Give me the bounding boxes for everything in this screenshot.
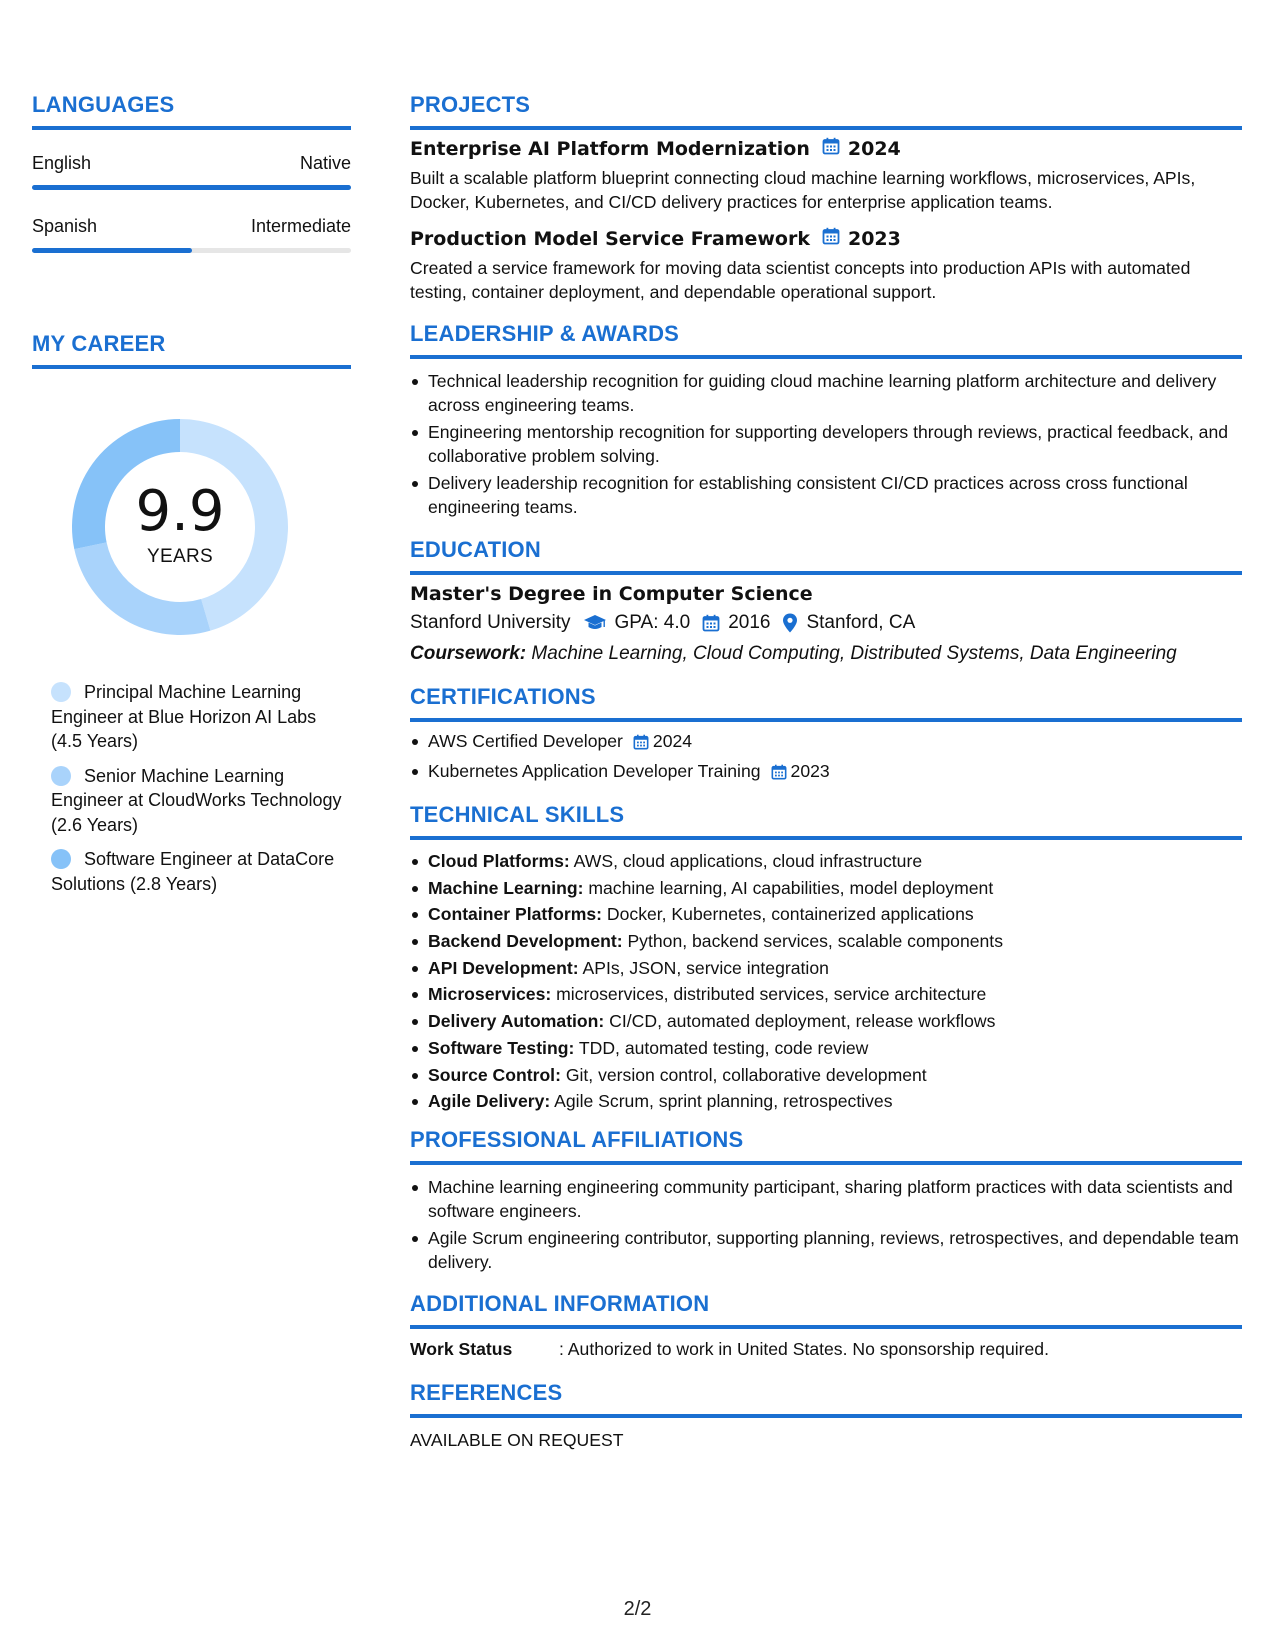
language-bar [32,248,351,253]
skill-item [410,1009,1242,1033]
project-title [410,137,1242,160]
section-rule [410,836,1242,840]
skill-item [410,849,1242,873]
skills-list [410,849,1242,1113]
section-rule [410,1325,1242,1329]
skill-category: Delivery Automation: [428,1011,605,1032]
legend-dot [51,766,71,786]
list-item: Machine learning engineering community participant, sharing platform practices with data scientists and software engineers. [410,1175,1242,1223]
career-role: Software Engineer at DataCore Solutions (2.8 Years) [51,849,335,894]
career-total-years: 9.9 [135,479,225,544]
skill-category: Machine Learning: [428,877,584,898]
skill-values: Agile Scrum, sprint planning, retrospectives [550,1091,893,1112]
language-level: Intermediate [250,216,351,236]
skill-item [410,1036,1242,1060]
skill-category: Microservices: [428,984,552,1005]
language-bar [32,185,351,190]
skill-values: Git, version control, collaborative development [560,1064,927,1085]
career-role: Senior Machine Learning Engineer at CloudWorks Technology (2.6 Years) [51,765,342,835]
certification-name: Kubernetes Application Developer Training [428,761,761,781]
language-name: English [32,153,92,173]
skill-values: APIs, JSON, service integration [578,957,829,978]
left-column [32,92,351,906]
language-name: Spanish [32,216,98,236]
career-item [51,680,351,754]
section-title: EDUCATION [410,537,541,562]
career-list [32,680,351,896]
legend-dot [51,849,71,869]
skill-values: microservices, distributed services, service architecture [551,984,987,1005]
school-name: Stanford University [410,612,571,633]
list-item: Agile Scrum engineering contributor, supporting planning, reviews, retrospectives, and dependable team delivery. [410,1226,1242,1274]
calendar-icon [771,762,787,786]
graduation-year: 2016 [728,612,771,633]
skill-category: API Development: [428,957,579,978]
calendar-icon [633,732,649,756]
additional-row [410,1339,1242,1360]
calendar-icon [822,227,840,250]
location-pin-icon [782,613,798,633]
project-description: Built a scalable platform blueprint connecting cloud machine learning workflows, microservices, APIs, Docker, Kubernetes, and CI/CD delivery practices for enterprise application teams. [410,168,1196,212]
skill-values: CI/CD, automated deployment, release workflows [604,1011,996,1032]
certification-item [410,729,1242,756]
skill-item [410,1063,1242,1087]
section-rule [410,355,1242,359]
skills-section [410,802,1242,1113]
right-column [410,92,1242,1451]
skill-values: TDD, automated testing, code review [574,1037,869,1058]
skill-values: Python, backend services, scalable components [622,931,1003,952]
section-rule [32,365,351,369]
gpa: GPA: 4.0 [614,612,691,633]
additional-section [410,1291,1242,1360]
references-section [410,1380,1242,1451]
donut-center [65,412,295,642]
section-title: TECHNICAL SKILLS [410,802,625,827]
section-rule [410,1161,1242,1165]
project-name: Enterprise AI Platform Modernization [410,137,810,160]
section-title: CERTIFICATIONS [410,684,596,709]
legend-dot [51,682,71,702]
leadership-section [410,321,1242,519]
language-row [32,153,351,174]
career-section [32,331,351,896]
section-title: MY CAREER [32,331,166,356]
list-item: Technical leadership recognition for guiding cloud machine learning platform architecture and delivery across engineering teams. [410,369,1242,417]
language-row [32,216,351,237]
languages-section [32,92,351,253]
education-details [410,612,1242,634]
calendar-icon [822,137,840,160]
page-number: 2/2 [623,1598,652,1620]
career-donut-chart [65,412,295,642]
skill-item [410,956,1242,980]
certification-name: AWS Certified Developer [428,731,623,751]
skill-values: AWS, cloud applications, cloud infrastructure [569,851,923,871]
skill-category: Backend Development: [428,931,623,952]
certification-year: 2024 [652,731,693,751]
skill-item [410,929,1242,953]
education-section [410,537,1242,665]
skill-category: Agile Delivery: [428,1091,551,1112]
additional-value: : Authorized to work in United States. No sponsorship required. [559,1339,1049,1360]
affiliations-list [410,1175,1242,1274]
coursework [410,643,1242,665]
language-level: Native [299,153,351,173]
graduation-cap-icon [583,614,607,632]
coursework-label: Coursework: [410,643,527,664]
career-item [51,764,351,838]
skill-item [410,1089,1242,1113]
skill-item [410,876,1242,900]
section-title: LEADERSHIP & AWARDS [410,321,680,346]
references-text: AVAILABLE ON REQUEST [410,1430,624,1451]
language-bar-fill [32,248,192,253]
degree-title: Master's Degree in Computer Science [410,583,813,605]
section-rule [410,571,1242,575]
section-title: ADDITIONAL INFORMATION [410,1291,710,1317]
skill-category: Container Platforms: [428,904,603,925]
skill-category: Source Control: [428,1064,561,1085]
career-item [51,847,351,896]
project-year: 2023 [847,227,901,250]
project-name: Production Model Service Framework [410,227,810,250]
skill-values: machine learning, AI capabilities, model deployment [583,877,994,898]
section-title: PROJECTS [410,92,531,117]
calendar-icon [702,614,720,632]
school-location: Stanford, CA [806,612,916,633]
certification-item [410,759,1242,786]
certifications-list [410,729,1242,786]
skill-item [410,982,1242,1006]
skill-values: Docker, Kubernetes, containerized applications [602,904,974,925]
section-rule [410,1414,1242,1418]
affiliations-section [410,1127,1242,1274]
list-item: Delivery leadership recognition for establishing consistent CI/CD practices across cross functional engineering teams. [410,471,1242,519]
section-rule [410,126,1242,130]
list-item: Engineering mentorship recognition for supporting developers through reviews, practical feedback, and collaborative problem solving. [410,420,1242,468]
project-title [410,227,1242,250]
career-role: Principal Machine Learning Engineer at Blue Horizon AI Labs (4.5 Years) [51,682,317,751]
project-description: Created a service framework for moving data scientist concepts into production APIs with automated testing, container deployment, and dependable operational support. [410,258,1191,302]
section-title: LANGUAGES [32,92,175,117]
leadership-list [410,369,1242,519]
skill-item [410,902,1242,926]
section-title: REFERENCES [410,1380,563,1406]
skill-category: Cloud Platforms: [428,851,570,871]
language-bar-fill [32,185,351,190]
section-rule [32,126,351,130]
career-unit: YEARS [147,546,213,567]
skill-category: Software Testing: [428,1037,575,1058]
coursework-list: Machine Learning, Cloud Computing, Distributed Systems, Data Engineering [526,643,1177,664]
project-year: 2024 [847,137,901,160]
section-rule [410,718,1242,722]
certifications-section [410,684,1242,786]
projects-section [410,92,1242,304]
certification-year: 2023 [790,761,830,781]
additional-key: Work Status [410,1339,513,1360]
section-title: PROFESSIONAL AFFILIATIONS [410,1127,744,1153]
